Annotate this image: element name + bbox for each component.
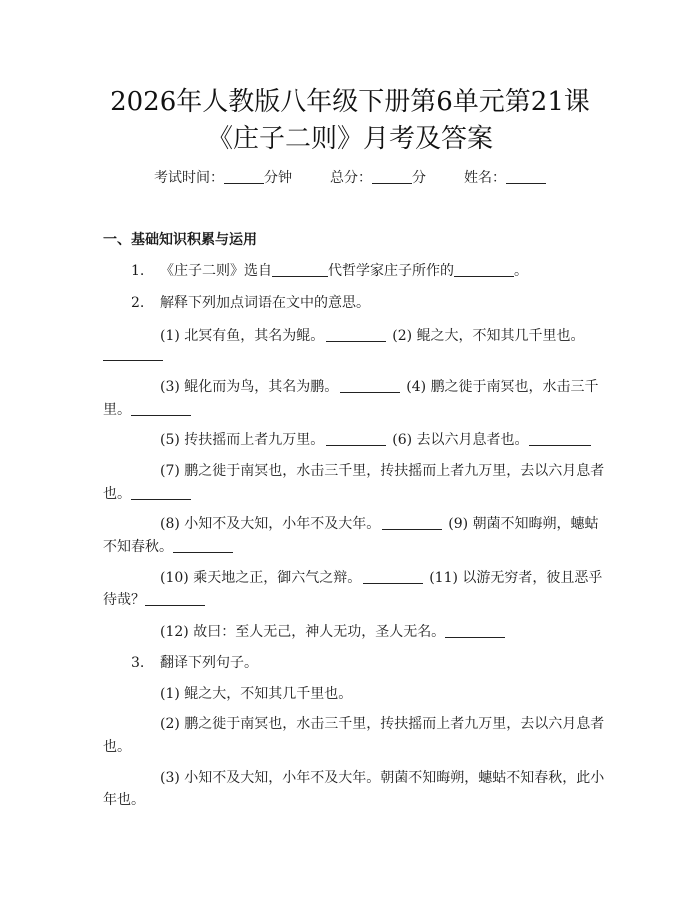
q3-sentence-2 xyxy=(160,714,604,734)
answer-blank[interactable] xyxy=(326,431,386,446)
sentence-text: 年也。 xyxy=(103,792,145,808)
answer-blank[interactable] xyxy=(145,591,205,606)
answer-blank[interactable] xyxy=(454,262,514,277)
answer-blank[interactable] xyxy=(173,538,233,553)
item-text: (9) 朝菌不知晦朔，蟪蛄 xyxy=(448,516,599,532)
answer-blank[interactable] xyxy=(529,431,591,446)
exam-meta xyxy=(0,168,700,188)
answer-blank[interactable] xyxy=(103,346,163,361)
q2-item-5-6 xyxy=(160,430,591,450)
item-text: (6) 去以六月息者也。 xyxy=(392,432,529,448)
answer-blank[interactable] xyxy=(363,569,423,584)
q2-item-12 xyxy=(160,622,505,642)
q2-item-2-blank xyxy=(103,345,163,365)
name-label: 姓名： xyxy=(464,170,506,186)
item-text: (4) 鹏之徙于南冥也，水击三千 xyxy=(406,379,599,395)
page-title-line-1: 2026年人教版八年级下册第6单元第21课 xyxy=(110,87,590,117)
q2-item-10-11 xyxy=(160,568,602,588)
sentence-text: (3) 小知不及大知，小年不及大年。朝菌不知晦朔，蟪蛄不知春秋，此小 xyxy=(160,770,605,786)
question-number: 2. xyxy=(131,295,145,311)
answer-blank[interactable] xyxy=(340,378,400,393)
q2-item-3-4 xyxy=(160,377,599,397)
item-text: 待哉？ xyxy=(103,592,145,608)
answer-blank[interactable] xyxy=(131,401,191,416)
q2-item-11-cont xyxy=(103,590,205,610)
item-text: (3) 鲲化而为鸟，其名为鹏。 xyxy=(160,379,339,395)
item-text: (7) 鹏之徙于南冥也，水击三千里，抟扶摇而上者九万里，去以六月息者 xyxy=(160,463,605,479)
question-prompt: 解释下列加点词语在文中的意思。 xyxy=(160,295,370,311)
section-1-title: 一、基础知识积累与运用 xyxy=(103,232,257,248)
sentence-text: (1) 鲲之大，不知其几千里也。 xyxy=(160,686,353,702)
time-unit: 分钟 xyxy=(264,170,292,186)
score-blank[interactable] xyxy=(372,169,412,184)
question-3 xyxy=(131,653,258,673)
item-text: (2) 鲲之大，不知其几千里也。 xyxy=(392,328,585,344)
sentence-text: 也。 xyxy=(103,739,131,755)
q2-item-1-2 xyxy=(160,326,585,346)
name-blank[interactable] xyxy=(506,169,546,184)
item-text: 也。 xyxy=(103,486,131,502)
q3-sentence-2-cont xyxy=(103,737,131,757)
question-text: 。 xyxy=(514,263,528,279)
question-1 xyxy=(131,261,528,281)
question-text: 《庄子二则》选自 xyxy=(160,263,272,279)
answer-blank[interactable] xyxy=(131,485,191,500)
question-number: 1. xyxy=(131,263,145,279)
item-text: (5) 抟扶摇而上者九万里。 xyxy=(160,432,325,448)
page-title-line-2: 《庄子二则》月考及答案 xyxy=(206,124,493,154)
q3-sentence-3-cont xyxy=(103,790,145,810)
q2-item-4-cont xyxy=(103,400,191,420)
item-text: (10) 乘天地之正，御六气之辩。 xyxy=(160,570,362,586)
question-number: 3. xyxy=(131,655,145,671)
question-text: 代哲学家庄子所作的 xyxy=(328,263,454,279)
item-text: (11) 以游无穷者，彼且恶乎 xyxy=(429,570,603,586)
answer-blank[interactable] xyxy=(272,262,328,277)
sentence-text: (2) 鹏之徙于南冥也，水击三千里，抟扶摇而上者九万里，去以六月息者 xyxy=(160,716,605,732)
answer-blank[interactable] xyxy=(382,515,442,530)
q3-sentence-1 xyxy=(160,684,352,704)
q2-item-7 xyxy=(160,461,604,481)
question-2 xyxy=(131,293,370,313)
q2-item-7-cont xyxy=(103,484,191,504)
item-text: (12) 故曰：至人无己，神人无功，圣人无名。 xyxy=(160,624,446,640)
q2-item-8-9 xyxy=(160,514,599,534)
question-prompt: 翻译下列句子。 xyxy=(160,655,258,671)
score-unit: 分 xyxy=(412,170,426,186)
answer-blank[interactable] xyxy=(445,623,505,638)
item-text: (1) 北冥有鱼，其名为鲲。 xyxy=(160,328,325,344)
q2-item-9-cont xyxy=(103,537,233,557)
time-label: 考试时间： xyxy=(154,170,224,186)
item-text: 不知春秋。 xyxy=(103,539,173,555)
q3-sentence-3 xyxy=(160,768,604,788)
answer-blank[interactable] xyxy=(326,327,386,342)
score-label: 总分： xyxy=(330,170,372,186)
time-blank[interactable] xyxy=(224,169,264,184)
item-text: (8) 小知不及大知，小年不及大年。 xyxy=(160,516,381,532)
item-text: 里。 xyxy=(103,402,131,418)
